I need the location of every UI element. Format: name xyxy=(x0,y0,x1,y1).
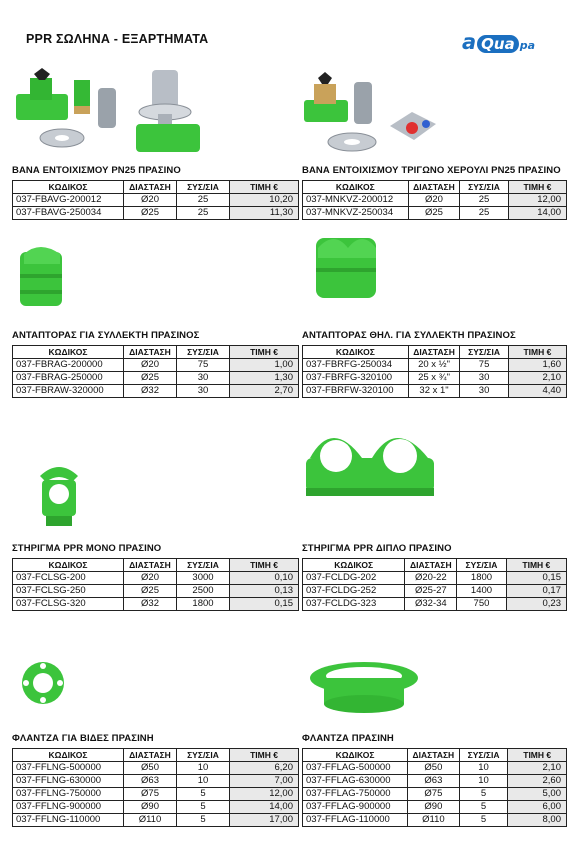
cell-pack: 30 xyxy=(177,372,230,385)
section-title: ΦΛΑΝΤΖΑ ΓΙΑ ΒΙΔΕΣ ΠΡΑΣΙΝΗ xyxy=(12,733,154,744)
cell-code: 037-FBRFG-320100 xyxy=(303,372,409,385)
table-row xyxy=(303,572,567,585)
section-antaptoras-thil xyxy=(302,330,567,398)
table-row xyxy=(13,788,299,801)
cell-dimension: 25 x ¾" xyxy=(408,372,460,385)
section-bana-trigono xyxy=(302,165,567,220)
table-row xyxy=(13,572,299,585)
cell-price: 7,00 xyxy=(230,775,299,788)
cell-code: 037-FBAVG-250034 xyxy=(13,207,124,220)
cell-dimension: Ø25 xyxy=(124,372,177,385)
cell-pack: 2500 xyxy=(177,585,230,598)
cell-code: 037-FCLSG-200 xyxy=(13,572,124,585)
valve-product-image xyxy=(12,68,222,165)
col-price: ΤΙΜΗ € xyxy=(508,749,567,762)
table-row xyxy=(303,801,567,814)
table-row xyxy=(13,801,299,814)
col-code: ΚΩΔΙΚΟΣ xyxy=(303,181,409,194)
table-row xyxy=(13,372,299,385)
cell-code: 037-FCLSG-250 xyxy=(13,585,124,598)
cell-dimension: Ø32-34 xyxy=(405,598,457,611)
section-bana-entoixismou xyxy=(12,165,299,220)
cell-price: 12,00 xyxy=(508,194,566,207)
section-title: ΑΝΤΑΠΤΟΡΑΣ ΘΗΛ. ΓΙΑ ΣΥΛΛΕΚΤΗ ΠΡΑΣΙΝΟΣ xyxy=(302,330,516,341)
cell-dimension: Ø63 xyxy=(408,775,460,788)
table-header-row xyxy=(303,559,567,572)
bolt-flange-product-image xyxy=(20,660,66,711)
section-flantza xyxy=(302,733,567,827)
col-code: ΚΩΔΙΚΟΣ xyxy=(303,346,409,359)
cell-code: 037-FFLAG-630000 xyxy=(303,775,408,788)
price-table xyxy=(302,180,567,220)
table-row xyxy=(13,207,299,220)
table-row xyxy=(13,585,299,598)
table-row xyxy=(13,598,299,611)
col-dimension: ΔΙΑΣΤΑΣΗ xyxy=(408,749,460,762)
col-price: ΤΙΜΗ € xyxy=(508,181,566,194)
cell-price: 11,30 xyxy=(230,207,299,220)
col-price: ΤΙΜΗ € xyxy=(230,346,299,359)
table-row xyxy=(303,359,567,372)
cell-code: 037-FFLNG-110000 xyxy=(13,814,124,827)
cell-code: 037-FCLDG-252 xyxy=(303,585,405,598)
cell-pack: 5 xyxy=(459,801,508,814)
cell-code: 037-FFLAG-500000 xyxy=(303,762,408,775)
table-row xyxy=(303,194,567,207)
table-header-row xyxy=(13,346,299,359)
cell-dimension: Ø25 xyxy=(124,585,177,598)
cell-pack: 3000 xyxy=(177,572,230,585)
section-title: ΣΤΗΡΙΓΜΑ PPR ΔΙΠΛΟ ΠΡΑΣΙΝΟ xyxy=(302,543,452,554)
table-row xyxy=(13,775,299,788)
cell-code: 037-FFLNG-750000 xyxy=(13,788,124,801)
cell-price: 0,10 xyxy=(230,572,299,585)
section-title: ΣΤΗΡΙΓΜΑ PPR ΜΟΝΟ ΠΡΑΣΙΝΟ xyxy=(12,543,162,554)
cell-dimension: Ø75 xyxy=(408,788,460,801)
cell-pack: 75 xyxy=(460,359,508,372)
col-price: ΤΙΜΗ € xyxy=(508,346,566,359)
cell-price: 2,10 xyxy=(508,762,567,775)
table-header-row xyxy=(303,749,567,762)
triangle-valve-product-image xyxy=(300,68,450,165)
cell-dimension: Ø32 xyxy=(124,385,177,398)
female-adapter-product-image xyxy=(306,230,386,311)
cell-dimension: Ø90 xyxy=(124,801,177,814)
cell-dimension: Ø20 xyxy=(408,194,460,207)
cell-dimension: Ø20 xyxy=(124,359,177,372)
cell-dimension: Ø50 xyxy=(124,762,177,775)
cell-code: 037-FBRFW-320100 xyxy=(303,385,409,398)
cell-pack: 5 xyxy=(177,814,230,827)
cell-dimension: Ø110 xyxy=(124,814,177,827)
table-row xyxy=(303,385,567,398)
col-dimension: ΔΙΑΣΤΑΣΗ xyxy=(124,749,177,762)
col-dimension: ΔΙΑΣΤΑΣΗ xyxy=(124,559,177,572)
section-title: ΒΑΝΑ ΕΝΤΟΙΧΙΣΜΟΥ PN25 ΠΡΑΣΙΝΟ xyxy=(12,165,181,176)
cell-dimension: Ø20-22 xyxy=(405,572,457,585)
cell-pack: 1400 xyxy=(457,585,506,598)
table-header-row xyxy=(13,181,299,194)
table-row xyxy=(303,762,567,775)
col-code: ΚΩΔΙΚΟΣ xyxy=(303,749,408,762)
table-row xyxy=(303,372,567,385)
cell-price: 1,00 xyxy=(230,359,299,372)
col-dimension: ΔΙΑΣΤΑΣΗ xyxy=(124,346,177,359)
col-pack: ΣΥΣ/ΣΙΑ xyxy=(177,181,230,194)
cell-price: 14,00 xyxy=(230,801,299,814)
col-price: ΤΙΜΗ € xyxy=(230,181,299,194)
cell-price: 6,00 xyxy=(508,801,567,814)
cell-pack: 1800 xyxy=(457,572,506,585)
cell-pack: 10 xyxy=(459,775,508,788)
cell-price: 17,00 xyxy=(230,814,299,827)
table-row xyxy=(303,814,567,827)
cell-pack: 5 xyxy=(177,801,230,814)
col-code: ΚΩΔΙΚΟΣ xyxy=(303,559,405,572)
cell-price: 0,23 xyxy=(506,598,566,611)
cell-dimension: 20 x ½" xyxy=(408,359,460,372)
cell-dimension: 32 x 1" xyxy=(408,385,460,398)
price-table xyxy=(302,345,567,398)
section-title: ΑΝΤΑΠΤΟΡΑΣ ΓΙΑ ΣΥΛΛΕΚΤΗ ΠΡΑΣΙΝΟΣ xyxy=(12,330,200,341)
cell-price: 0,15 xyxy=(230,598,299,611)
cell-dimension: Ø25 xyxy=(408,207,460,220)
cell-price: 0,15 xyxy=(506,572,566,585)
cell-code: 037-FBAVG-200012 xyxy=(13,194,124,207)
table-row xyxy=(303,775,567,788)
price-table xyxy=(302,748,567,827)
col-price: ΤΙΜΗ € xyxy=(230,749,299,762)
price-table xyxy=(12,180,299,220)
col-pack: ΣΥΣ/ΣΙΑ xyxy=(457,559,506,572)
col-pack: ΣΥΣ/ΣΙΑ xyxy=(459,749,508,762)
table-row xyxy=(303,585,567,598)
cell-price: 5,00 xyxy=(508,788,567,801)
col-dimension: ΔΙΑΣΤΑΣΗ xyxy=(408,346,460,359)
cell-code: 037-FCLDG-202 xyxy=(303,572,405,585)
cell-code: 037-FFLNG-900000 xyxy=(13,801,124,814)
cell-code: 037-FBRAG-200000 xyxy=(13,359,124,372)
cell-price: 0,17 xyxy=(506,585,566,598)
cell-dimension: Ø20 xyxy=(124,572,177,585)
cell-pack: 25 xyxy=(177,207,230,220)
col-dimension: ΔΙΑΣΤΑΣΗ xyxy=(408,181,460,194)
cell-dimension: Ø75 xyxy=(124,788,177,801)
section-title: ΦΛΑΝΤΖΑ ΠΡΑΣΙΝΗ xyxy=(302,733,394,744)
cell-dimension: Ø90 xyxy=(408,801,460,814)
col-dimension: ΔΙΑΣΤΑΣΗ xyxy=(405,559,457,572)
cell-dimension: Ø20 xyxy=(124,194,177,207)
cell-pack: 30 xyxy=(460,372,508,385)
cell-pack: 30 xyxy=(177,385,230,398)
double-clip-product-image xyxy=(300,418,440,515)
cell-code: 037-FBRFG-250034 xyxy=(303,359,409,372)
cell-pack: 5 xyxy=(177,788,230,801)
cell-pack: 5 xyxy=(459,814,508,827)
cell-code: 037-FFLAG-900000 xyxy=(303,801,408,814)
cell-code: 037-FFLNG-630000 xyxy=(13,775,124,788)
table-row xyxy=(13,814,299,827)
col-price: ΤΙΜΗ € xyxy=(506,559,566,572)
cell-pack: 10 xyxy=(177,762,230,775)
cell-code: 037-FBRAW-320000 xyxy=(13,385,124,398)
cell-dimension: Ø110 xyxy=(408,814,460,827)
cell-pack: 25 xyxy=(177,194,230,207)
adapter-product-image xyxy=(14,238,74,315)
price-table xyxy=(12,558,299,611)
price-table xyxy=(12,345,299,398)
col-pack: ΣΥΣ/ΣΙΑ xyxy=(177,559,230,572)
cell-pack: 75 xyxy=(177,359,230,372)
table-header-row xyxy=(13,749,299,762)
cell-price: 8,00 xyxy=(508,814,567,827)
col-code: ΚΩΔΙΚΟΣ xyxy=(13,559,124,572)
cell-pack: 30 xyxy=(460,385,508,398)
cell-pack: 10 xyxy=(459,762,508,775)
cell-price: 2,60 xyxy=(508,775,567,788)
cell-price: 1,30 xyxy=(230,372,299,385)
cell-dimension: Ø50 xyxy=(408,762,460,775)
cell-price: 1,60 xyxy=(508,359,566,372)
col-code: ΚΩΔΙΚΟΣ xyxy=(13,181,124,194)
table-header-row xyxy=(13,559,299,572)
table-row xyxy=(13,194,299,207)
cell-price: 4,40 xyxy=(508,385,566,398)
cell-dimension: Ø25 xyxy=(124,207,177,220)
cell-pack: 25 xyxy=(460,194,509,207)
cell-pack: 750 xyxy=(457,598,506,611)
col-pack: ΣΥΣ/ΣΙΑ xyxy=(177,346,230,359)
cell-pack: 10 xyxy=(177,775,230,788)
cell-code: 037-FFLAG-750000 xyxy=(303,788,408,801)
cell-code: 037-MNKVZ-200012 xyxy=(303,194,409,207)
table-row xyxy=(13,762,299,775)
col-code: ΚΩΔΙΚΟΣ xyxy=(13,749,124,762)
cell-code: 037-FFLAG-110000 xyxy=(303,814,408,827)
col-pack: ΣΥΣ/ΣΙΑ xyxy=(460,346,508,359)
cell-price: 2,10 xyxy=(508,372,566,385)
cell-price: 12,00 xyxy=(230,788,299,801)
col-pack: ΣΥΣ/ΣΙΑ xyxy=(177,749,230,762)
table-row xyxy=(13,359,299,372)
brand-logo: a Qua pa xyxy=(462,30,536,54)
cell-code: 037-FBRAG-250000 xyxy=(13,372,124,385)
cell-code: 037-FCLDG-323 xyxy=(303,598,405,611)
cell-pack: 1800 xyxy=(177,598,230,611)
col-code: ΚΩΔΙΚΟΣ xyxy=(13,346,124,359)
cell-price: 2,70 xyxy=(230,385,299,398)
table-row xyxy=(303,788,567,801)
price-table xyxy=(12,748,299,827)
page-title: PPR ΣΩΛΗΝΑ - ΕΞΑΡΤΗΜΑΤΑ xyxy=(26,32,209,46)
cell-code: 037-FCLSG-320 xyxy=(13,598,124,611)
table-row xyxy=(303,598,567,611)
cell-pack: 5 xyxy=(459,788,508,801)
table-row xyxy=(13,385,299,398)
cell-pack: 25 xyxy=(460,207,509,220)
col-price: ΤΙΜΗ € xyxy=(230,559,299,572)
col-pack: ΣΥΣ/ΣΙΑ xyxy=(460,181,509,194)
cell-price: 10,20 xyxy=(230,194,299,207)
cell-dimension: Ø32 xyxy=(124,598,177,611)
cell-price: 14,00 xyxy=(508,207,566,220)
cell-code: 037-FFLNG-500000 xyxy=(13,762,124,775)
cell-dimension: Ø63 xyxy=(124,775,177,788)
table-header-row xyxy=(303,181,567,194)
section-flantza-vides xyxy=(12,733,299,827)
table-header-row xyxy=(303,346,567,359)
section-stirigma-mono xyxy=(12,543,299,611)
section-stirigma-diplo xyxy=(302,543,567,611)
single-clip-product-image xyxy=(34,466,84,533)
cell-price: 6,20 xyxy=(230,762,299,775)
cell-dimension: Ø25-27 xyxy=(405,585,457,598)
flange-ring-product-image xyxy=(306,658,422,719)
section-antaptoras xyxy=(12,330,299,398)
cell-price: 0,13 xyxy=(230,585,299,598)
cell-code: 037-MNKVZ-250034 xyxy=(303,207,409,220)
table-row xyxy=(303,207,567,220)
price-table xyxy=(302,558,567,611)
col-dimension: ΔΙΑΣΤΑΣΗ xyxy=(124,181,177,194)
section-title: ΒΑΝΑ ΕΝΤΟΙΧΙΣΜΟΥ ΤΡΙΓΩΝΟ ΧΕΡΟΥΛΙ PN25 ΠΡΑΣΙΝΟ xyxy=(302,165,561,176)
